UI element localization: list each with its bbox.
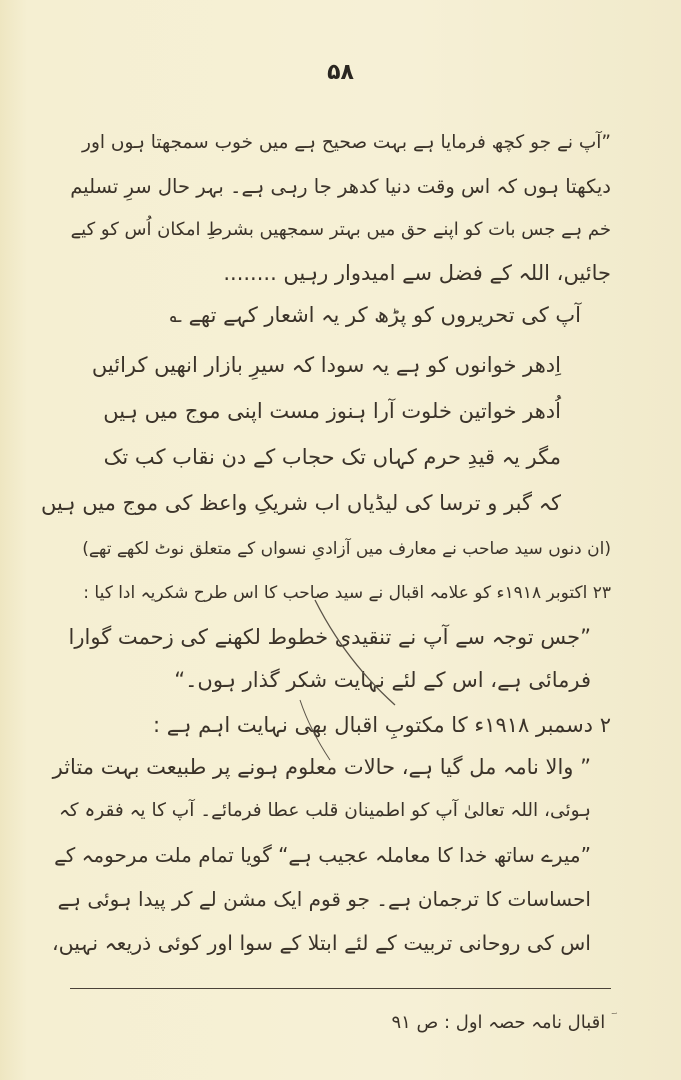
couplet-line: مگر یہ قیدِ حرم کہاں تک حجاب کے دن نقاب کب تک xyxy=(103,445,561,469)
couplet-line: کہ گبر و ترسا کی لیڈیاں اب شریکِ واعظ کی موج میں ہیں xyxy=(40,491,561,515)
text-line: جائیں، اللہ کے فضل سے امیدوار رہیں ........ xyxy=(223,261,611,285)
quote-line: ”جس توجہ سے آپ نے تنقیدی خطوط لکھنے کی زحمت گوارا xyxy=(68,625,591,649)
text-line: ۲ دسمبر ۱۹۱۸ء کا مکتوبِ اقبال بھی نہایت اہم ہے : xyxy=(153,713,611,737)
text-line: ”آپ نے جو کچھ فرمایا ہے بہت صحیح ہے میں خوب سمجھتا ہوں اور xyxy=(82,132,611,153)
couplet-line: اِدھر خوانوں کو ہے یہ سودا کہ سیرِ بازار انھیں کرائیں xyxy=(91,353,561,377)
quote-line: اس کی روحانی تربیت کے لئے ابتلا کے سوا اور کوئی ذریعہ نہیں، xyxy=(52,931,591,955)
quote-line: احساسات کا ترجمان ہے۔ جو قوم ایک مشن لے کر پیدا ہوئی ہے xyxy=(57,887,591,911)
quote-line: ”میرے ساتھ خدا کا معاملہ عجیب ہے“ گویا تمام ملت مرحومہ کے xyxy=(54,843,591,867)
couplet-line: اُدھر خواتین خلوت آرا ہنوز مست اپنی موج میں ہیں xyxy=(103,399,561,423)
quote-line: ” والا نامہ مل گیا ہے، حالات معلوم ہونے پر طبیعت بہت متاثر xyxy=(52,755,591,779)
text-line: دیکھتا ہوں کہ اس وقت دنیا کدھر جا رہی ہے۔ بہر حال سرِ تسلیم xyxy=(70,175,611,198)
footnote: ؔ اقبال نامہ حصہ اول : ص ۹۱ xyxy=(391,1012,611,1033)
page-number: ۵۸ xyxy=(327,60,354,85)
quote-line: فرمائی ہے، اس کے لئے نہایت شکر گذار ہوں۔“ xyxy=(174,668,591,692)
quote-line: ہوئی، اللہ تعالیٰ آپ کو اطمینان قلب عطا فرمائے۔ آپ کا یہ فقرہ کہ xyxy=(58,800,591,821)
text-line: آپ کی تحریروں کو پڑھ کر یہ اشعار کہے تھے ؎ xyxy=(169,303,581,327)
text-line: خم ہے جس بات کو اپنے حق میں بہتر سمجھیں بشرطِ امکان اُس کو کیے xyxy=(70,219,611,240)
footnote-divider xyxy=(70,988,611,989)
editor-note: (ان دنوں سید صاحب نے معارف میں آزادیِ نسواں کے متعلق نوٹ لکھے تھے) xyxy=(82,539,611,559)
text-line: ۲۳ اکتوبر ۱۹۱۸ء کو علامہ اقبال نے سید صاحب کا اس طرح شکریہ ادا کیا : xyxy=(83,583,611,603)
